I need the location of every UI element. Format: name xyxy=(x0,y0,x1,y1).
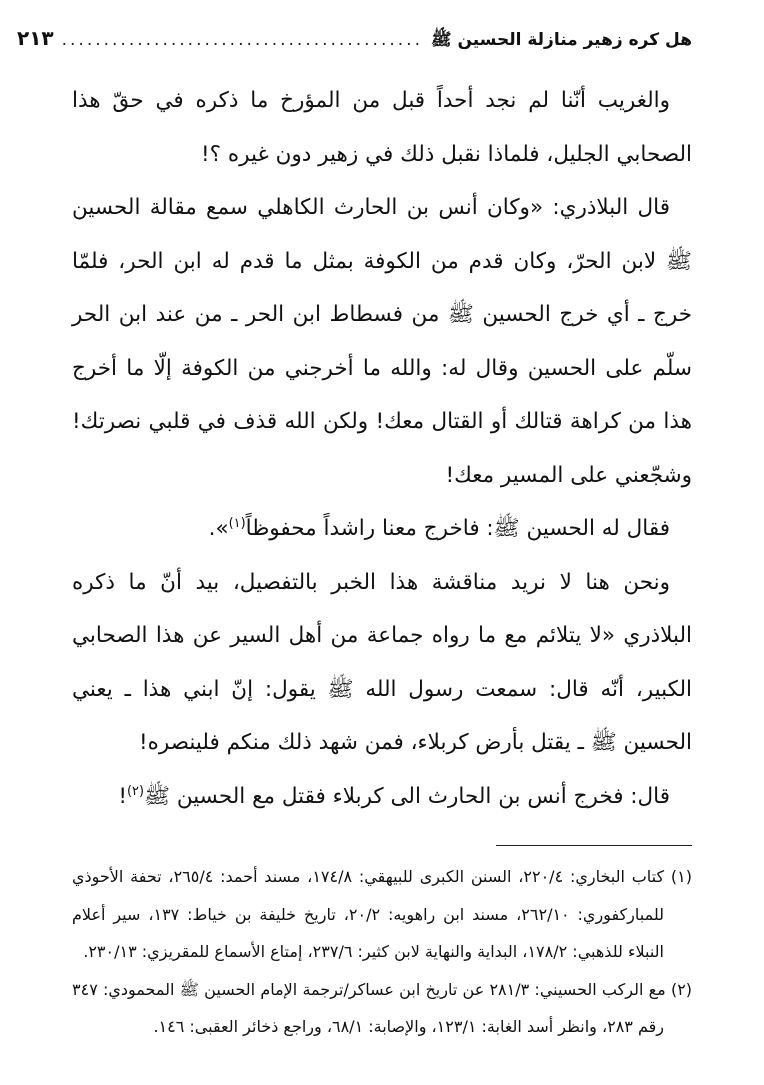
footnote-1 xyxy=(72,858,692,971)
paragraph-5-text: قال: فخرج أنس بن الحارث الى كربلاء فقتل مع الحسين ﷺ xyxy=(144,783,670,809)
footnotes xyxy=(72,858,692,1046)
footnote-2-marker: (٢) xyxy=(670,979,693,999)
paragraph-1-text: والغريب أنّنا لم نجد أحداً قبل من المؤرخ ما ذكره في حقّ هذا الصحابي الجليل، فلماذا نقبل ذلك في زهير دون غيره ؟! xyxy=(72,88,692,167)
leader-dots: ........................................... xyxy=(61,30,423,50)
main-text xyxy=(72,74,692,823)
paragraph-3-text: فقال له الحسين ﷺ: فاخرج معنا راشداً محفوظاً xyxy=(245,516,670,541)
paragraph-2 xyxy=(72,181,692,502)
footnote-ref-1[interactable]: (١) xyxy=(228,515,246,531)
paragraph-4-text: ونحن هنا لا نريد مناقشة هذا الخبر بالتفصيل، بيد أنّ ما ذكره البلاذري «لا يتلائم مع ما رواه جماعة من أهل السير عن هذا الصحابي الكبير، أنّه قال: سمعت رسول الله ﷺ يقول: إنّ ابني هذا ـ يعني الحسين ﷺ ـ يقتل بأرض كربلاء، فمن شهد ذلك منكم فلينصره! xyxy=(72,569,692,755)
footnote-2 xyxy=(72,971,692,1046)
footnote-1-text: كتاب البخاري: ٢٢٠/٤، السنن الكبرى للبيهقي: ١٧٤/٨، مسند أحمد: ٢٦٥/٤، تحفة الأحوذي للمباركفوري: ٢٦٢/١٠، مسند ابن راهويه: ٢٠/٢، تاريخ خليفة بن خياط: ١٣٧، سير أعلام النبلاء للذهبي: ١٧٨/٢، البداية والنهاية لابن كثير: ٢٣٧/٦، إمتاع الأسماع للمقريزي: ٢٣٠/١٣. xyxy=(72,867,665,961)
paragraph-2-text: قال البلاذري: «وكان أنس بن الحارث الكاهلي سمع مقالة الحسين ﷺ لابن الحرّ، وكان قدم من الكوفة بمثل ما قدم له ابن الحر، فلمّا خرج ـ أي خرج الحسين ﷺ من فسطاط ابن الحر ـ من عند ابن الحر سلّم على الحسين وقال له: والله ما أخرجني من الكوفة إلّا ما أخرج هذا من كراهة قتالك أو القتال معك! ولكن الله قذف في قلبي نصرتك! وشجّعني على المسير معك! xyxy=(72,195,692,488)
chapter-title: هل كره زهير منازلة الحسين ﷺ xyxy=(430,30,692,50)
footnote-separator xyxy=(496,845,692,846)
footnote-1-marker: (١) xyxy=(670,867,693,886)
paragraph-3 xyxy=(72,502,692,556)
paragraph-5 xyxy=(72,770,692,824)
paragraph-4 xyxy=(72,556,692,770)
paragraph-1 xyxy=(72,74,692,181)
page-number: ٢١٣ xyxy=(16,26,54,50)
paragraph-3-tail: ». xyxy=(208,516,229,541)
paragraph-5-tail: ! xyxy=(118,783,128,809)
footnote-2-text: مع الركب الحسيني: ٢٨١/٣ عن تاريخ ابن عساكر/ترجمة الإمام الحسين ﷺ المحمودي: ٣٤٧ رقم ٢٨٣، وانظر أسد الغابة: ١٢٣/١، والإصابة: ٦٨/١، وراجع ذخائر العقبى: ١٤٦. xyxy=(72,979,666,1036)
footnote-ref-2[interactable]: (٢) xyxy=(127,783,145,799)
running-header xyxy=(16,18,692,58)
